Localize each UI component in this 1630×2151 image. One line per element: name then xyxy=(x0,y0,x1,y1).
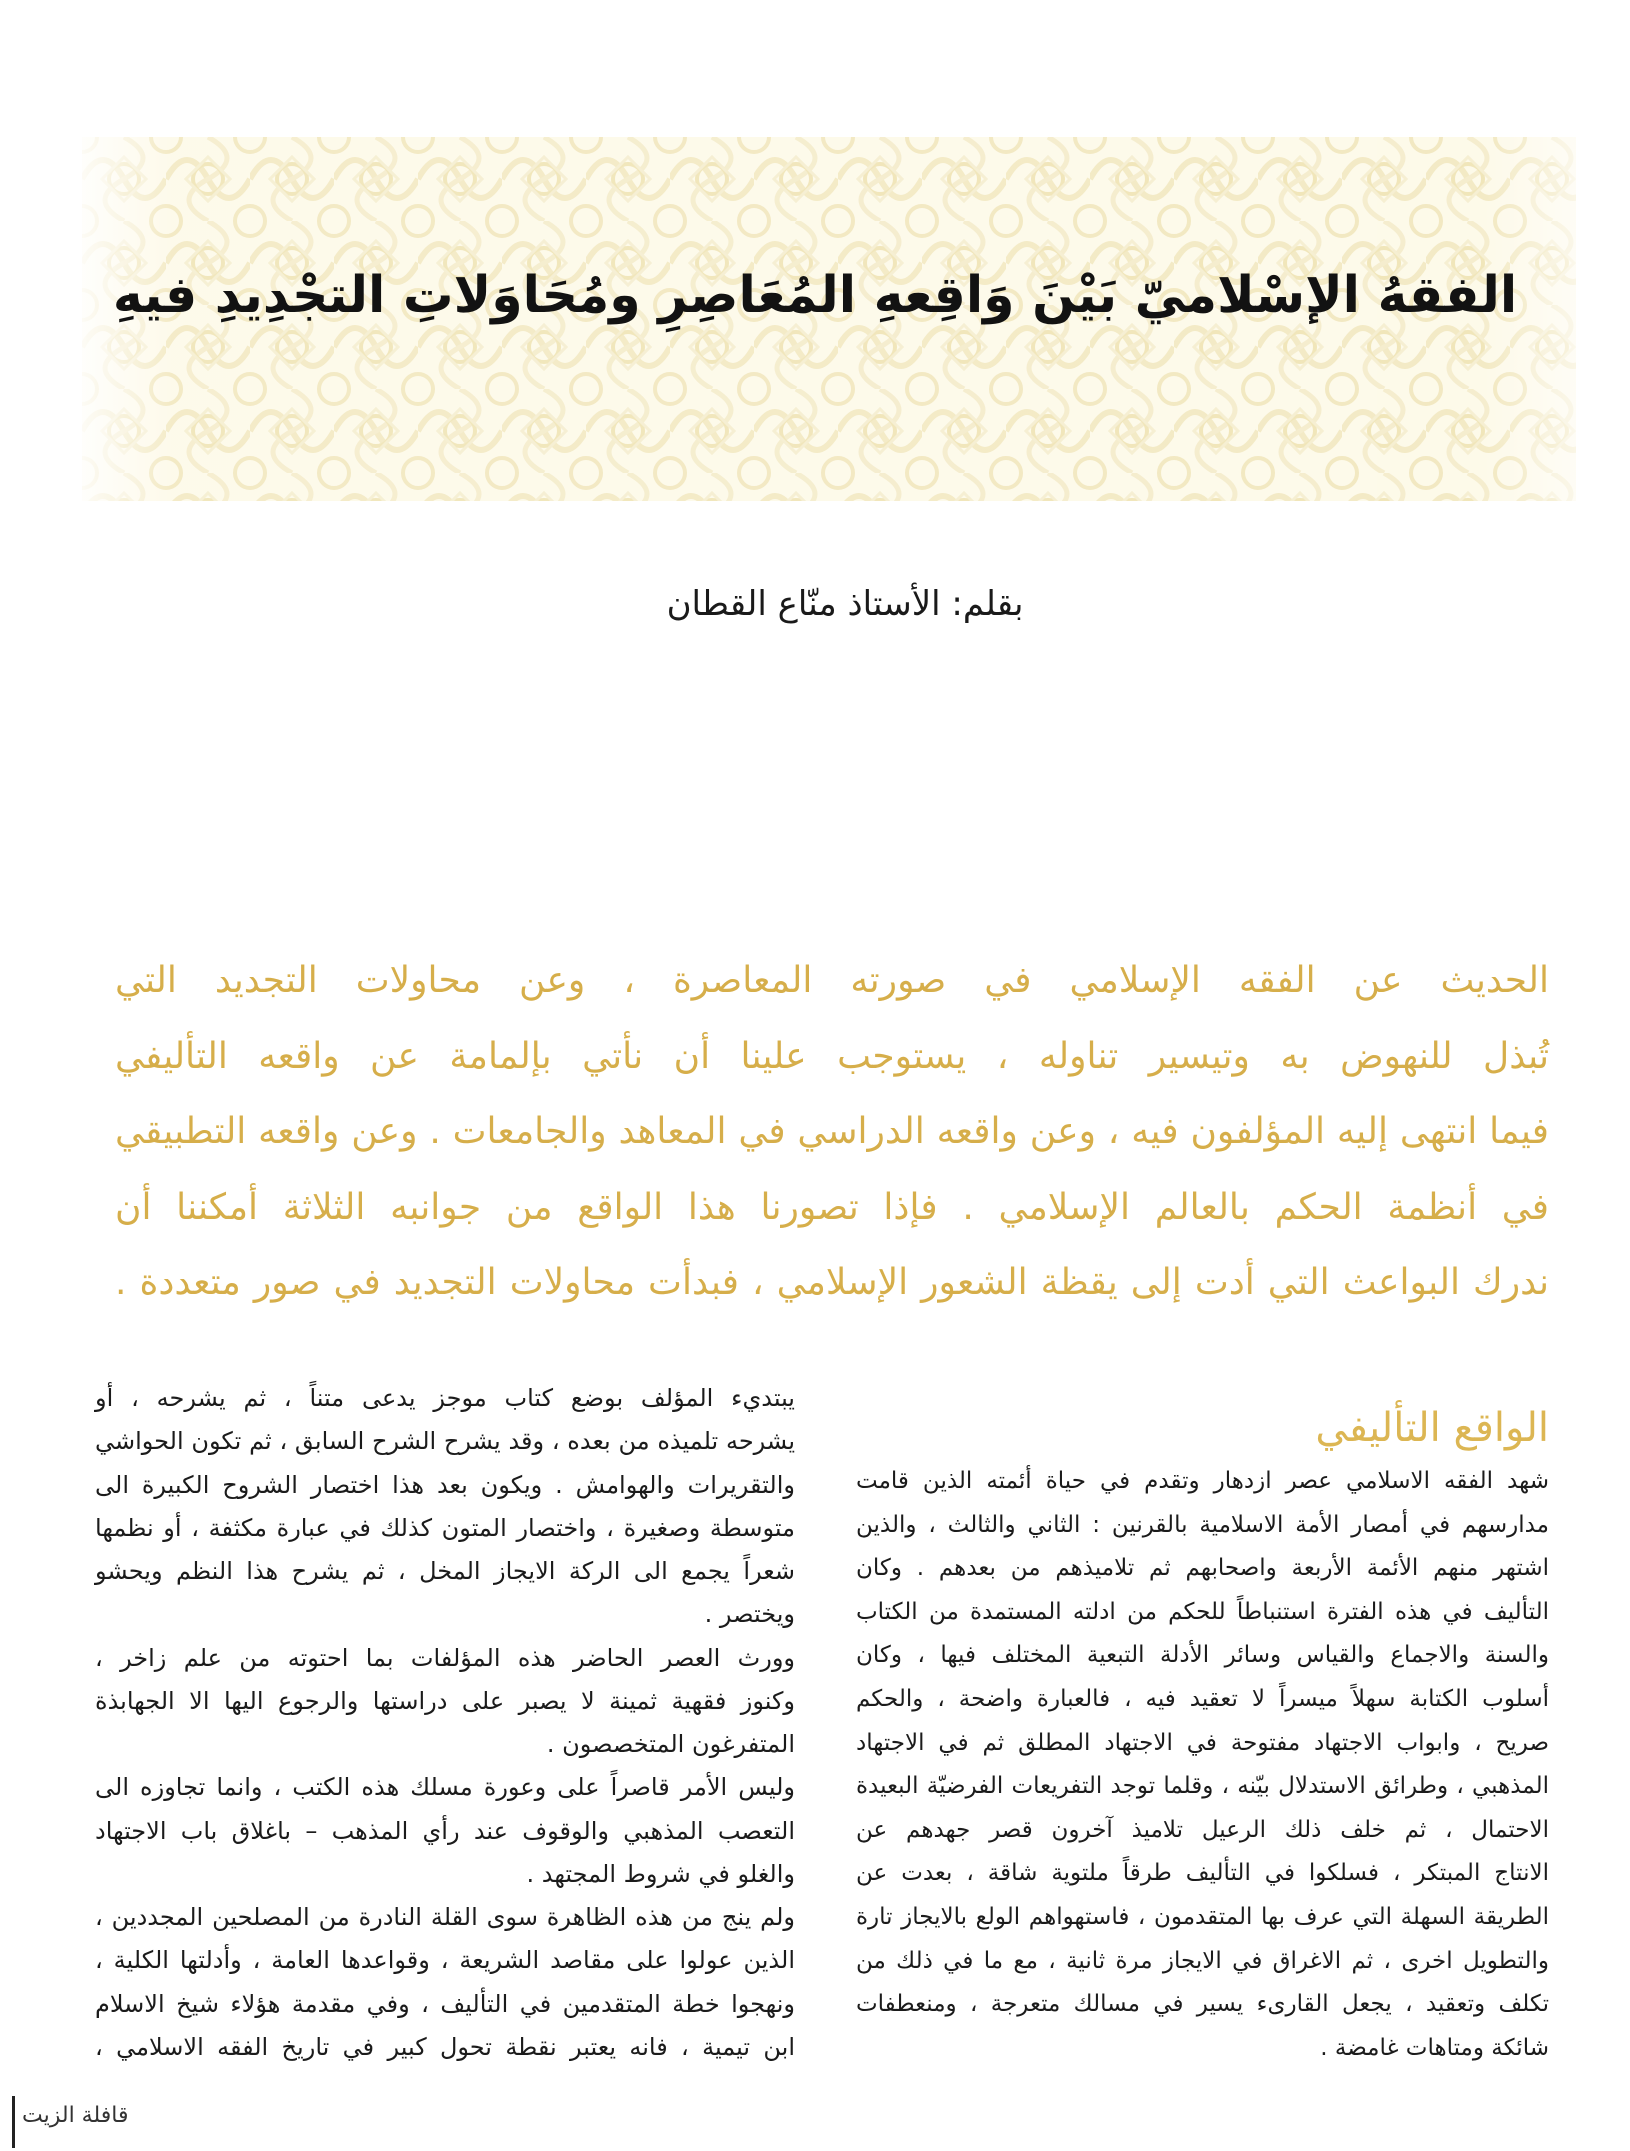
column-line: متوسطة وصغيرة ، واختصار المتون كذلك في عبارة مكثفة ، أو نظمها xyxy=(95,1513,795,1542)
column-line: وورث العصر الحاضر هذه المؤلفات بما احتوته من علم زاخر ، xyxy=(95,1643,795,1672)
column-line: الانتاج المبتكر ، فسلكوا في التأليف طرقاً ملتوية شاقة ، بعدت عن xyxy=(856,1860,1549,1887)
article-title xyxy=(109,232,1521,358)
intro-line: في أنظمة الحكم بالعالم الإسلامي . فإذا تصورنا هذا الواقع من جوانبه الثلاثة أمكننا أن xyxy=(115,1186,1549,1228)
column-line: التعصب المذهبي والوقوف عند رأي المذهب – باغلاق باب الاجتهاد xyxy=(95,1816,795,1845)
author-byline-text: بقلم: الأستاذ منّاع القطان xyxy=(666,584,1024,624)
intro-line: ندرك البواعث التي أدت إلى يقظة الشعور الإسلامي ، فبدأت محاولات التجديد في صور متعددة . xyxy=(115,1262,1549,1303)
footer-magazine-name: قافلة الزيت xyxy=(22,2103,129,2128)
column-line: الاحتمال ، ثم خلف ذلك الرعيل تلاميذ آخرون قصر جهدهم عن xyxy=(856,1816,1549,1843)
column-line: شعراً يجمع الى الركة الايجاز المخل ، ثم يشرح هذا النظم ويحشو xyxy=(95,1557,795,1586)
column-line: ابن تيمية ، فانه يعتبر نقطة تحول كبير في تاريخ الفقه الاسلامي ، xyxy=(95,2032,795,2061)
column-line: تكلف وتعقيد ، يجعل القارىء يسير في مسالك متعرجة ، ومنعطفات xyxy=(856,1991,1549,2018)
column-line: مدارسهم في أمصار الأمة الاسلامية بالقرنين : الثاني والثالث ، والذين xyxy=(856,1511,1549,1538)
column-line: والتقريرات والهوامش . ويكون بعد هذا اختصار الشروح الكبيرة الى xyxy=(95,1470,795,1499)
column-line: والتطويل اخرى ، ثم الاغراق في الايجاز مرة ثانية ، مع ما في ذلك من xyxy=(856,1947,1549,1974)
column-line: يبتديء المؤلف بوضع كتاب موجز يدعى متناً ، ثم يشرحه ، أو xyxy=(95,1384,795,1412)
column-line: والغلو في شروط المجتهد . xyxy=(526,1859,795,1888)
column-line: يشرحه تلميذه من بعده ، وقد يشرح الشرح السابق ، ثم تكون الحواشي xyxy=(95,1427,795,1456)
column-line: الذين عولوا على مقاصد الشريعة ، وقواعدها العامة ، وأدلتها الكلية ، xyxy=(95,1946,795,1975)
column-line: ونهجوا خطة المتقدمين في التأليف ، وفي مقدمة هؤلاء شيخ الاسلام xyxy=(95,1989,795,2018)
column-line: والسنة والاجماع والقياس وسائر الأدلة التبعية المختلف فيها ، وكان xyxy=(856,1642,1549,1669)
section-heading-text: الواقع التأليفي xyxy=(1315,1405,1549,1451)
column-line: وكنوز فقهية ثمينة لا يصبر على دراستها والرجوع اليها الا الجهابذة xyxy=(95,1686,795,1715)
column-line: المتفرغون المتخصصون . xyxy=(546,1730,795,1759)
column-line: شائكة ومتاهات غامضة . xyxy=(1320,2034,1549,2061)
column-line: صريح ، وابواب الاجتهاد مفتوحة في الاجتهاد المطلق ثم في الاجتهاد xyxy=(856,1729,1549,1756)
column-line: ويختصر . xyxy=(704,1600,795,1629)
right-column xyxy=(856,1460,1549,2070)
intro-line: تُبذل للنهوض به وتيسير تناوله ، يستوجب علينا أن نأتي بإلمامة عن واقعه التأليفي xyxy=(115,1035,1549,1077)
section-heading xyxy=(1040,1400,1549,1456)
column-line: اشتهر منهم الأئمة الأربعة واصحابهم ثم تلاميذهم من بعدهم . وكان xyxy=(856,1555,1549,1582)
column-line: وليس الأمر قاصراً على وعورة مسلك هذه الكتب ، وانما تجاوزه الى xyxy=(95,1773,795,1802)
intro-line: الحديث عن الفقه الإسلامي في صورته المعاصرة ، وعن محاولات التجديد التي xyxy=(115,960,1549,1001)
article-title-text: الفقهُ الإسْلاميّ بَيْنَ وَاقِعهِ المُعَاصِرِ ومُحَاوَلاتِ التجْدِيدِ فيهِ xyxy=(112,265,1518,324)
left-column xyxy=(95,1377,795,2069)
column-line: شهد الفقه الاسلامي عصر ازدهار وتقدم في حياة أئمته الذين قامت xyxy=(856,1468,1549,1494)
author-byline xyxy=(560,578,1130,630)
column-line: ولم ينج من هذه الظاهرة سوى القلة النادرة من المصلحين المجددين ، xyxy=(95,1903,795,1932)
column-line: المذهبي ، وطرائق الاستدلال بيّنه ، وقلما توجد التفريعات الفرضيّة البعيدة xyxy=(856,1773,1549,1800)
column-line: الطريقة السهلة التي عرف بها المتقدمون ، فاستهواهم الولع بالايجاز تارة xyxy=(856,1903,1549,1930)
intro-paragraph xyxy=(115,943,1549,1321)
intro-line: فيما انتهى إليه المؤلفون فيه ، وعن واقعه الدراسي في المعاهد والجامعات . وعن واقعه التطبيقي xyxy=(115,1111,1549,1152)
column-line: أسلوب الكتابة سهلاً ميسراً لا تعقيد فيه ، فالعبارة واضحة ، والحكم xyxy=(856,1685,1549,1712)
footer-rule xyxy=(12,2096,15,2148)
column-line: التأليف في هذه الفترة استنباطاً للحكم من ادلته المستمدة من الكتاب xyxy=(856,1598,1549,1625)
